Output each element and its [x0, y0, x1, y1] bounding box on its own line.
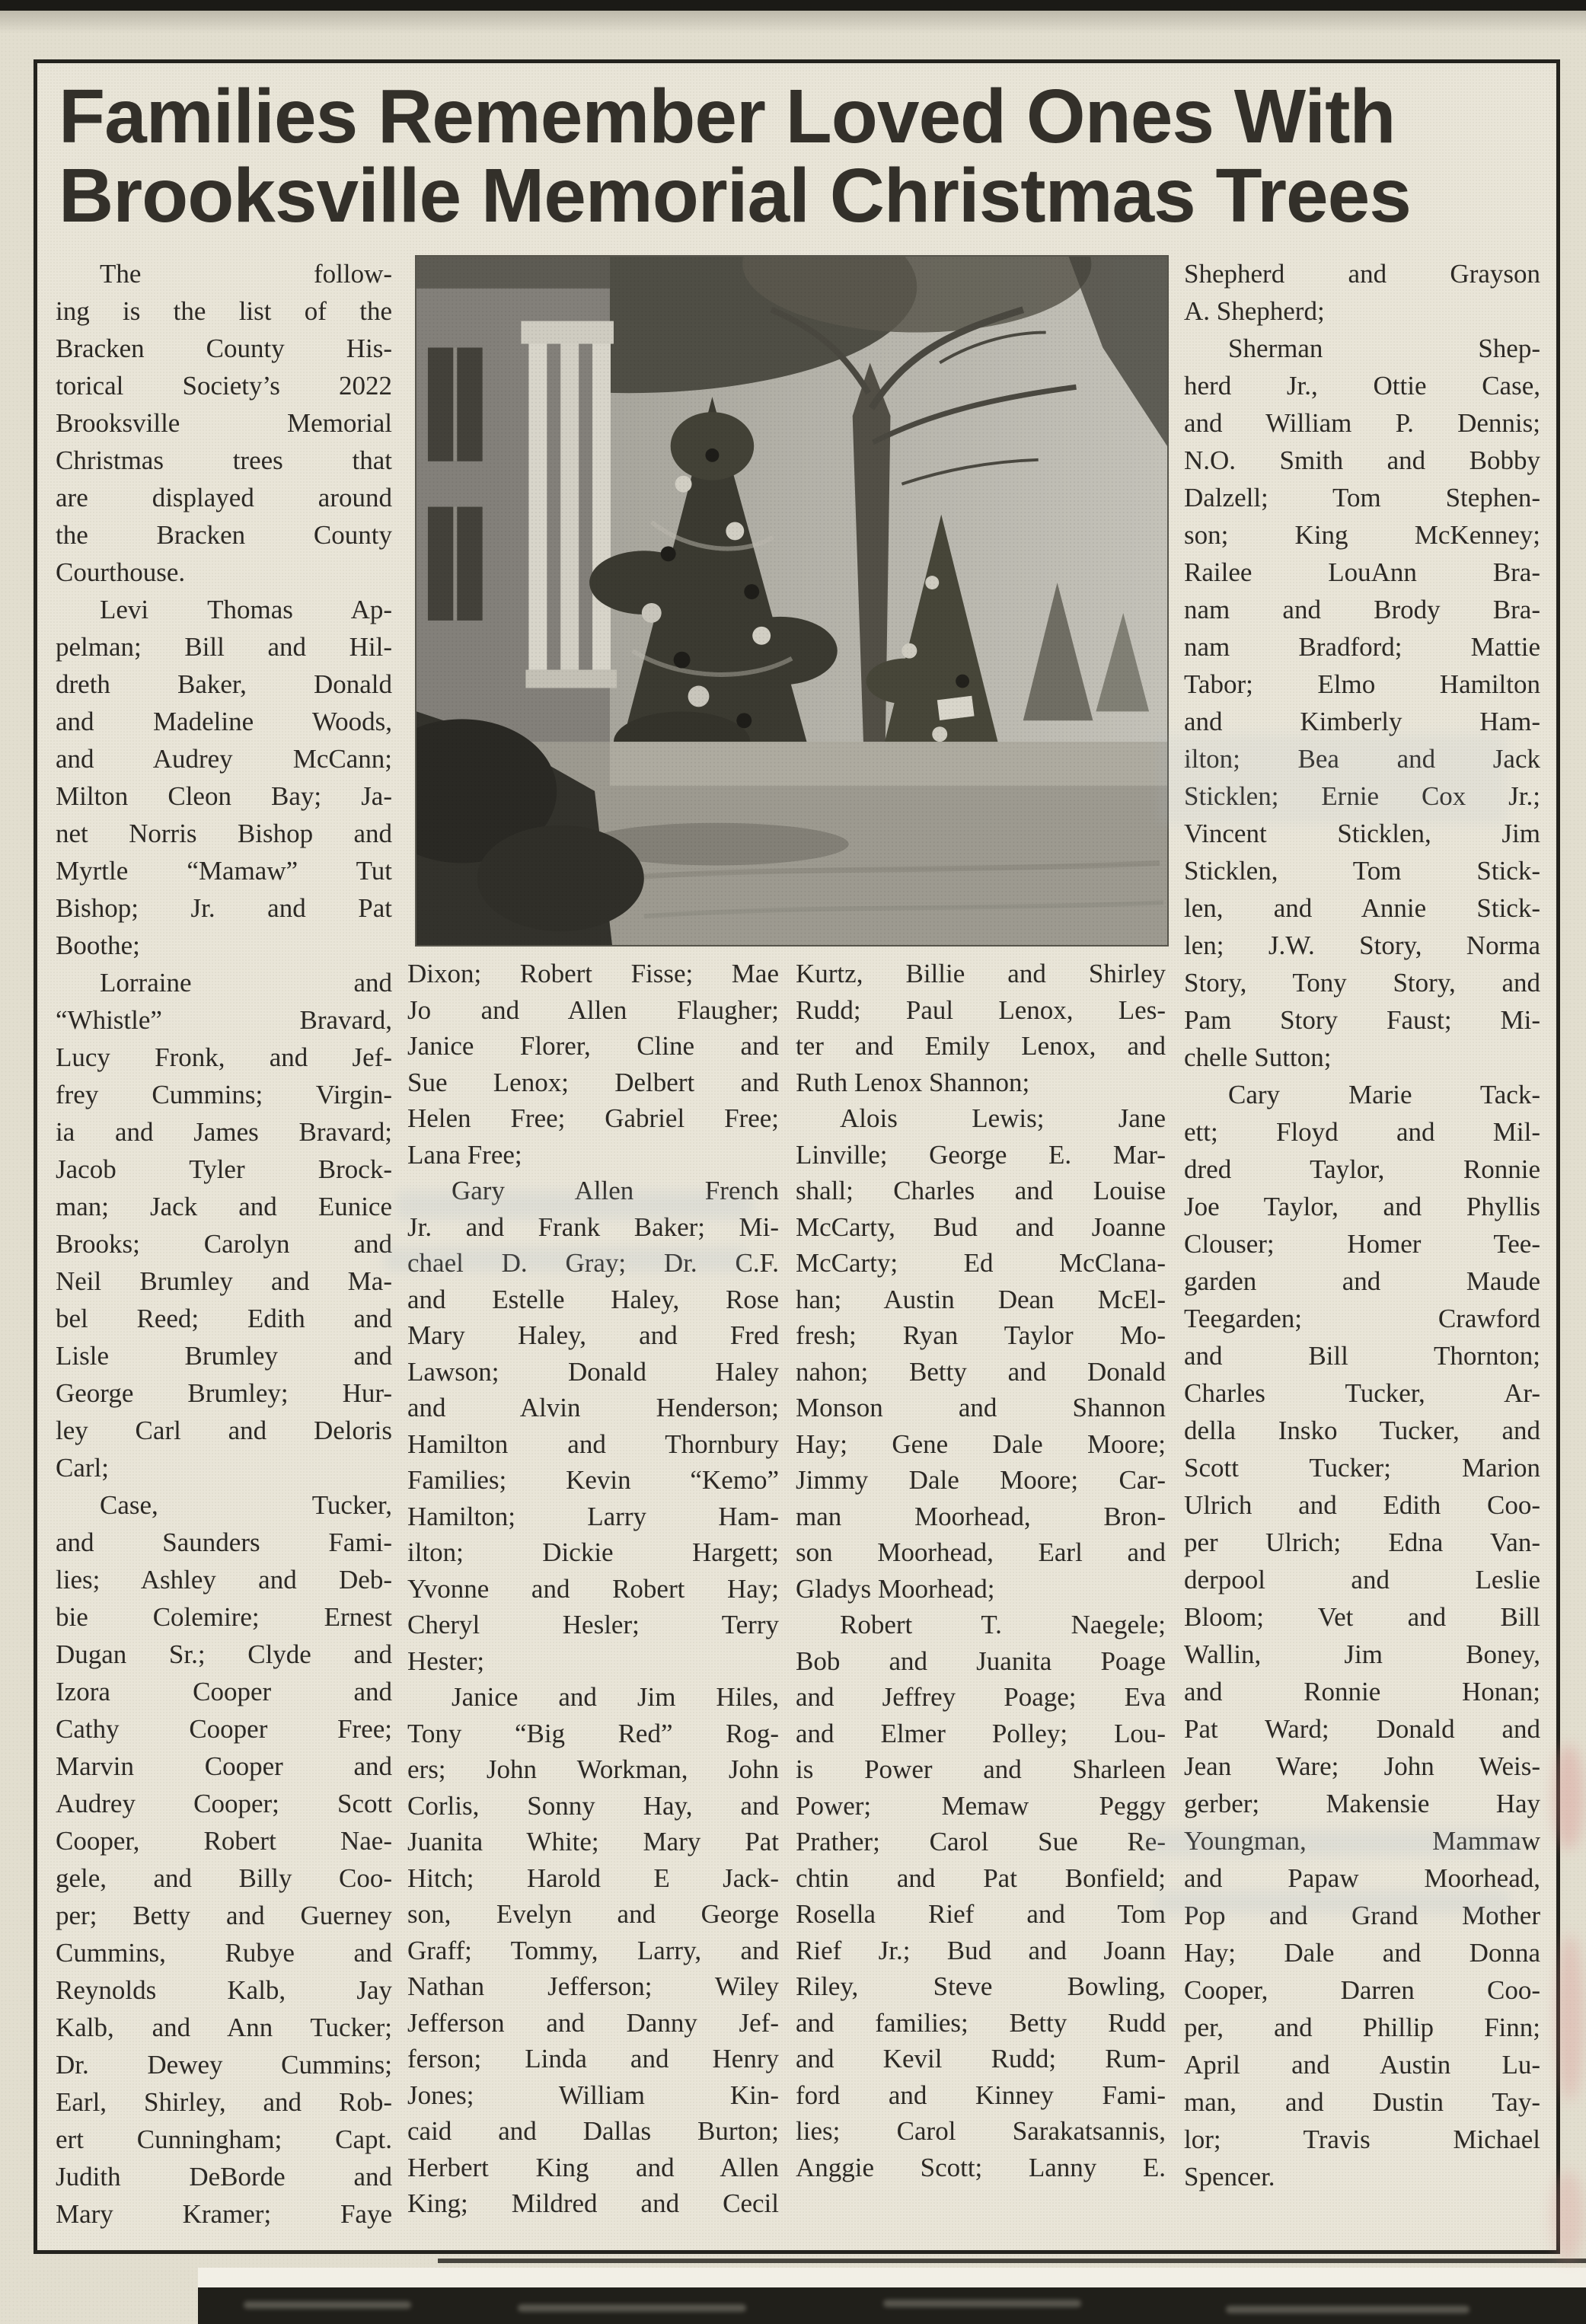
text-line: Lana Free;	[407, 1139, 522, 1170]
text-line: per; Betty and Guerney	[56, 1901, 392, 1930]
text-line: ferson; Linda and Henry	[407, 2044, 779, 2073]
text-line: Graff; Tommy, Larry, and	[407, 1935, 779, 1965]
text-line: Jefferson and Danny Jef-	[407, 2007, 779, 2038]
adjacent-newsprint-strip	[198, 2268, 1586, 2289]
text-line: Izora Cooper and	[56, 1677, 392, 1706]
text-line: Joe Taylor, and Phyllis	[1184, 1192, 1540, 1221]
text-line: Herbert King and Allen	[407, 2152, 779, 2182]
text-line: Nathan Jefferson; Wiley	[407, 1971, 779, 2001]
text-line: son Moorhead, Earl and	[796, 1537, 1166, 1567]
text-line: Cooper, Darren Coo-	[1184, 1975, 1540, 2005]
text-line: Teegarden; Crawford	[1184, 1304, 1540, 1333]
text-line: ert Cunningham; Capt.	[56, 2124, 392, 2154]
text-line: Hitch; Harold E Jack-	[407, 1863, 779, 1893]
paragraph	[1184, 1076, 1540, 2195]
paragraph	[56, 1486, 392, 2233]
text-line: Judith DeBorde and	[56, 2162, 392, 2192]
text-line: McCarty; Ed McClana-	[796, 1248, 1166, 1278]
text-line: Story, Tony Story, and	[1184, 968, 1540, 998]
text-line: gerber; Makensie Hay	[1184, 1789, 1540, 1818]
text-line: Levi Thomas Ap-	[100, 595, 392, 624]
text-line: and Audrey McCann;	[56, 744, 392, 774]
headline-line-2: Brooksville Memorial Christmas Trees	[59, 153, 1411, 238]
scan-top-shadow	[0, 11, 1586, 34]
text-line: Clouser; Homer Tee-	[1184, 1229, 1540, 1259]
text-line: dreth Baker, Donald	[56, 669, 392, 699]
text-line: Yvonne and Robert Hay;	[407, 1573, 779, 1604]
text-line: Bob and Juanita Poage	[796, 1646, 1166, 1676]
paragraph	[56, 591, 392, 964]
text-line: Kalb, and Ann Tucker;	[56, 2013, 392, 2042]
newsprint-smudge	[518, 2304, 746, 2312]
text-line: King; Mildred and Cecil	[407, 2188, 779, 2218]
text-line: caid and Dallas Burton;	[407, 2116, 779, 2146]
text-line: Vincent Sticklen, Jim	[1184, 819, 1540, 848]
text-line: ett; Floyd and Mil-	[1184, 1117, 1540, 1147]
text-line: nahon; Betty and Donald	[796, 1356, 1166, 1387]
text-line: Lorraine and	[100, 968, 392, 998]
text-line: Hamilton; Larry Ham-	[407, 1501, 779, 1531]
text-line: man, and Dustin Tay-	[1184, 2087, 1540, 2117]
text-line: ilton; Dickie Hargett;	[407, 1537, 779, 1567]
text-line: Jones; William Kin-	[407, 2080, 779, 2110]
article-headline	[59, 74, 1543, 238]
text-line: Audrey Cooper; Scott	[56, 1789, 392, 1818]
text-column-1	[56, 255, 392, 2233]
text-line: Bloom; Vet and Bill	[1184, 1602, 1540, 1632]
text-line: Jimmy Dale Moore; Car-	[796, 1465, 1166, 1495]
text-line: frey Cummins; Virgin-	[56, 1080, 392, 1109]
text-line: Sticklen; Ernie Cox Jr.;	[1184, 781, 1540, 811]
paragraph	[407, 1679, 779, 2222]
text-line: Milton Cleon Bay; Ja-	[56, 781, 392, 811]
paragraph	[796, 956, 1166, 1100]
text-line: Cheryl Hesler; Terry	[407, 1610, 779, 1639]
text-line: son; King McKenney;	[1184, 520, 1540, 550]
paragraph	[796, 1100, 1166, 1607]
text-line: fresh; Ryan Taylor Mo-	[796, 1320, 1166, 1350]
ink-bleed-artifact	[1153, 1891, 1511, 1914]
text-line: nam and Brody Bra-	[1184, 595, 1540, 624]
text-line: herd Jr., Ottie Case,	[1184, 371, 1540, 401]
text-line: Carl;	[56, 1453, 109, 1483]
text-line: and Ronnie Honan;	[1184, 1677, 1540, 1706]
text-line: ley Carl and Deloris	[56, 1416, 392, 1445]
text-line: ilton; Bea and Jack	[1184, 744, 1540, 774]
text-line: nam Bradford; Mattie	[1184, 632, 1540, 662]
adjacent-newsprint-band	[198, 2287, 1586, 2324]
text-line: Boothe;	[56, 931, 140, 960]
text-line: Wallin, Jim Boney,	[1184, 1639, 1540, 1669]
text-line: Gladys Moorhead;	[796, 1573, 995, 1604]
text-line: and Kimberly Ham-	[1184, 707, 1540, 736]
text-line: Power; Memaw Peggy	[796, 1790, 1166, 1821]
paragraph	[56, 964, 392, 1486]
scan-bottom-rule	[438, 2259, 1586, 2263]
text-line: Janice and Jim Hiles,	[452, 1682, 779, 1712]
paragraph	[56, 255, 392, 591]
text-line: len; J.W. Story, Norma	[1184, 931, 1540, 960]
text-line: net Norris Bishop and	[56, 819, 392, 848]
paragraph	[1184, 255, 1540, 330]
newsprint-smudge	[244, 2301, 411, 2309]
text-line: Jo and Allen Flaugher;	[407, 994, 779, 1025]
text-line: ia and James Bravard;	[56, 1117, 392, 1147]
text-line: Reynolds Kalb, Jay	[56, 1975, 392, 2005]
text-line: Dr. Dewey Cummins;	[56, 2050, 392, 2080]
text-line: Monson and Shannon	[796, 1393, 1166, 1422]
text-line: George Brumley; Hur-	[56, 1378, 392, 1408]
ink-bleed-artifact	[395, 1190, 753, 1219]
text-line: man Moorhead, Bron-	[796, 1501, 1166, 1531]
text-line: Mary Haley, and Fred	[407, 1320, 779, 1350]
text-line: man; Jack and Eunice	[56, 1192, 392, 1221]
scan-top-edge	[0, 0, 1586, 11]
text-line: Dixon; Robert Fisse; Mae	[407, 959, 779, 988]
text-line: Railee LouAnn Bra-	[1184, 557, 1540, 587]
text-line: Cary Marie Tack-	[1228, 1080, 1540, 1109]
text-line: Pam Story Faust; Mi-	[1184, 1005, 1540, 1035]
text-column-2	[407, 956, 779, 2222]
text-line: chael D. Gray; Dr. C.F.	[407, 1248, 779, 1278]
text-line: torical Society’s 2022	[56, 371, 392, 401]
text-line: Cummins, Rubye and	[56, 1938, 392, 1968]
ink-bleed-artifact	[1157, 733, 1507, 825]
text-line: Lawson; Donald Haley	[407, 1356, 779, 1387]
text-line: and Papaw Moorhead,	[1184, 1863, 1540, 1893]
text-line: and Saunders Fami-	[56, 1528, 392, 1557]
text-line: Alois Lewis; Jane	[840, 1103, 1166, 1133]
text-line: Hay; Dale and Donna	[1184, 1938, 1540, 1968]
text-line: Tabor; Elmo Hamilton	[1184, 669, 1540, 699]
text-line: Brooks; Carolyn and	[56, 1229, 392, 1259]
text-line: The follow-	[100, 259, 392, 289]
text-line: Ulrich and Edith Coo-	[1184, 1490, 1540, 1520]
text-line: is Power and Sharleen	[796, 1754, 1166, 1784]
text-line: Prather; Carol Sue Re-	[796, 1827, 1166, 1856]
text-line: Sherman Shep-	[1228, 334, 1540, 363]
text-line: Gary Allen French	[452, 1176, 779, 1205]
text-line: Neil Brumley and Ma-	[56, 1266, 392, 1296]
text-line: Cathy Cooper Free;	[56, 1714, 392, 1744]
text-line: ford and Kinney Fami-	[796, 2080, 1166, 2110]
text-line: ing is the list of the	[56, 296, 392, 326]
newsprint-smudge	[883, 2300, 1081, 2307]
text-line: pelman; Bill and Hil-	[56, 632, 392, 662]
christmas-trees-illustration	[416, 257, 1167, 945]
text-line: Hay; Gene Dale Moore;	[796, 1429, 1166, 1459]
text-line: Hamilton and Thornbury	[407, 1429, 779, 1459]
text-line: per, and Phillip Finn;	[1184, 2013, 1540, 2042]
text-line: Myrtle “Mamaw” Tut	[56, 856, 392, 886]
text-line: chelle Sutton;	[1184, 1042, 1332, 1072]
text-line: Hester;	[407, 1646, 485, 1676]
text-line: the Bracken County	[56, 520, 392, 550]
article-clipping	[34, 59, 1560, 2254]
text-line: shall; Charles and Louise	[796, 1176, 1166, 1205]
text-line: Pat Ward; Donald and	[1184, 1714, 1540, 1744]
pink-scan-tinge	[1553, 1744, 1584, 1850]
text-line: and Jeffrey Poage; Eva	[796, 1682, 1166, 1712]
paragraph	[407, 956, 779, 1173]
pink-scan-tinge	[1552, 2170, 1584, 2262]
text-line: and William P. Dennis;	[1184, 408, 1540, 438]
text-line: Cooper, Robert Nae-	[56, 1826, 392, 1856]
text-line: Dalzell; Tom Stephen-	[1184, 483, 1540, 512]
text-line: Anggie Scott; Lanny E.	[796, 2152, 1166, 2182]
text-line: ter and Emily Lenox, and	[796, 1031, 1166, 1061]
ink-bleed-artifact	[384, 1247, 749, 1272]
text-line: bel Reed; Edith and	[56, 1304, 392, 1333]
text-line: Bishop; Jr. and Pat	[56, 893, 392, 923]
text-line: bie Colemire; Ernest	[56, 1602, 392, 1632]
text-line: Rief Jr.; Bud and Joann	[796, 1935, 1166, 1965]
text-line: Mary Kramer; Faye	[56, 2199, 392, 2229]
headline-line-1: Families Remember Loved Ones With	[59, 74, 1396, 159]
text-line: Lisle Brumley and	[56, 1341, 392, 1371]
text-line: dred Taylor, Ronnie	[1184, 1154, 1540, 1184]
text-line: Corlis, Sonny Hay, and	[407, 1790, 779, 1821]
text-line: Sue Lenox; Delbert and	[407, 1067, 779, 1097]
text-line: han; Austin Dean McEl-	[796, 1284, 1166, 1314]
pink-scan-tinge	[1556, 1934, 1584, 2102]
text-line: and Estelle Haley, Rose	[407, 1284, 779, 1314]
text-line: Ruth Lenox Shannon;	[796, 1067, 1030, 1097]
text-line: Youngman, Mammaw	[1184, 1826, 1540, 1856]
text-line: Tony “Big Red” Rog-	[407, 1718, 779, 1748]
text-line: Jr. and Frank Baker; Mi-	[407, 1211, 779, 1242]
text-line: Jean Ware; John Weis-	[1184, 1751, 1540, 1781]
text-line: Marvin Cooper and	[56, 1751, 392, 1781]
text-line: Robert T. Naegele;	[840, 1610, 1166, 1639]
text-line: derpool and Leslie	[1184, 1565, 1540, 1595]
text-line: Rudd; Paul Lenox, Les-	[796, 994, 1166, 1025]
text-line: and Madeline Woods,	[56, 707, 392, 736]
text-line: lies; Carol Sarakatsannis,	[796, 2116, 1166, 2146]
text-line: Kurtz, Billie and Shirley	[796, 959, 1166, 988]
text-line: McCarty, Bud and Joanne	[796, 1211, 1166, 1242]
text-line: Families; Kevin “Kemo”	[407, 1465, 779, 1495]
text-column-3	[796, 956, 1166, 2185]
text-line: per Ulrich; Edna Van-	[1184, 1528, 1540, 1557]
text-line: A. Shepherd;	[1184, 296, 1325, 326]
christmas-trees-photo	[415, 255, 1169, 947]
text-line: are displayed around	[56, 483, 392, 512]
text-line: lor; Travis Michael	[1184, 2124, 1540, 2154]
text-line: Christmas trees that	[56, 445, 392, 475]
text-line: and Alvin Henderson;	[407, 1393, 779, 1422]
text-line: Janice Florer, Cline and	[407, 1031, 779, 1061]
text-line: gele, and Billy Coo-	[56, 1863, 392, 1893]
text-line: Juanita White; Mary Pat	[407, 1827, 779, 1856]
text-line: della Insko Tucker, and	[1184, 1416, 1540, 1445]
text-line: Case, Tucker,	[100, 1490, 392, 1520]
text-line: Charles Tucker, Ar-	[1184, 1378, 1540, 1408]
text-line: Rosella Rief and Tom	[796, 1899, 1166, 1929]
text-line: son, Evelyn and George	[407, 1899, 779, 1929]
text-line: chtin and Pat Bonfield;	[796, 1863, 1166, 1893]
text-line: Courthouse.	[56, 557, 186, 587]
text-line: April and Austin Lu-	[1184, 2050, 1540, 2080]
text-line: Shepherd and Grayson	[1184, 259, 1540, 289]
text-line: “Whistle” Bravard,	[56, 1005, 392, 1035]
paragraph	[796, 1607, 1166, 2185]
text-line: garden and Maude	[1184, 1266, 1540, 1296]
text-line: Dugan Sr.; Clyde and	[56, 1639, 392, 1669]
text-line: Lucy Fronk, and Jef-	[56, 1042, 392, 1072]
text-line: Linville; George E. Mar-	[796, 1139, 1166, 1170]
paragraph	[1184, 330, 1540, 1076]
ink-bleed-artifact	[1145, 1830, 1522, 1856]
text-line: Bracken County His-	[56, 334, 392, 363]
text-line: and Bill Thornton;	[1184, 1341, 1540, 1371]
text-line: Earl, Shirley, and Rob-	[56, 2087, 392, 2117]
text-line: Spencer.	[1184, 2162, 1275, 2192]
newsprint-smudge	[1226, 2306, 1470, 2313]
text-line: and Kevil Rudd; Rum-	[796, 2044, 1166, 2073]
text-line: Scott Tucker; Marion	[1184, 1453, 1540, 1483]
text-line: len, and Annie Stick-	[1184, 893, 1540, 923]
text-line: Helen Free; Gabriel Free;	[407, 1103, 779, 1133]
text-line: Riley, Steve Bowling,	[796, 1971, 1166, 2001]
text-line: and families; Betty Rudd	[796, 2007, 1166, 2038]
text-line: lies; Ashley and Deb-	[56, 1565, 392, 1595]
text-line: Sticklen, Tom Stick-	[1184, 856, 1540, 886]
text-line: Jacob Tyler Brock-	[56, 1154, 392, 1184]
text-line: Pop and Grand Mother	[1184, 1901, 1540, 1930]
text-line: Brooksville Memorial	[56, 408, 392, 438]
text-line: and Elmer Polley; Lou-	[796, 1718, 1166, 1748]
text-line: ers; John Workman, John	[407, 1754, 779, 1784]
text-line: N.O. Smith and Bobby	[1184, 445, 1540, 475]
